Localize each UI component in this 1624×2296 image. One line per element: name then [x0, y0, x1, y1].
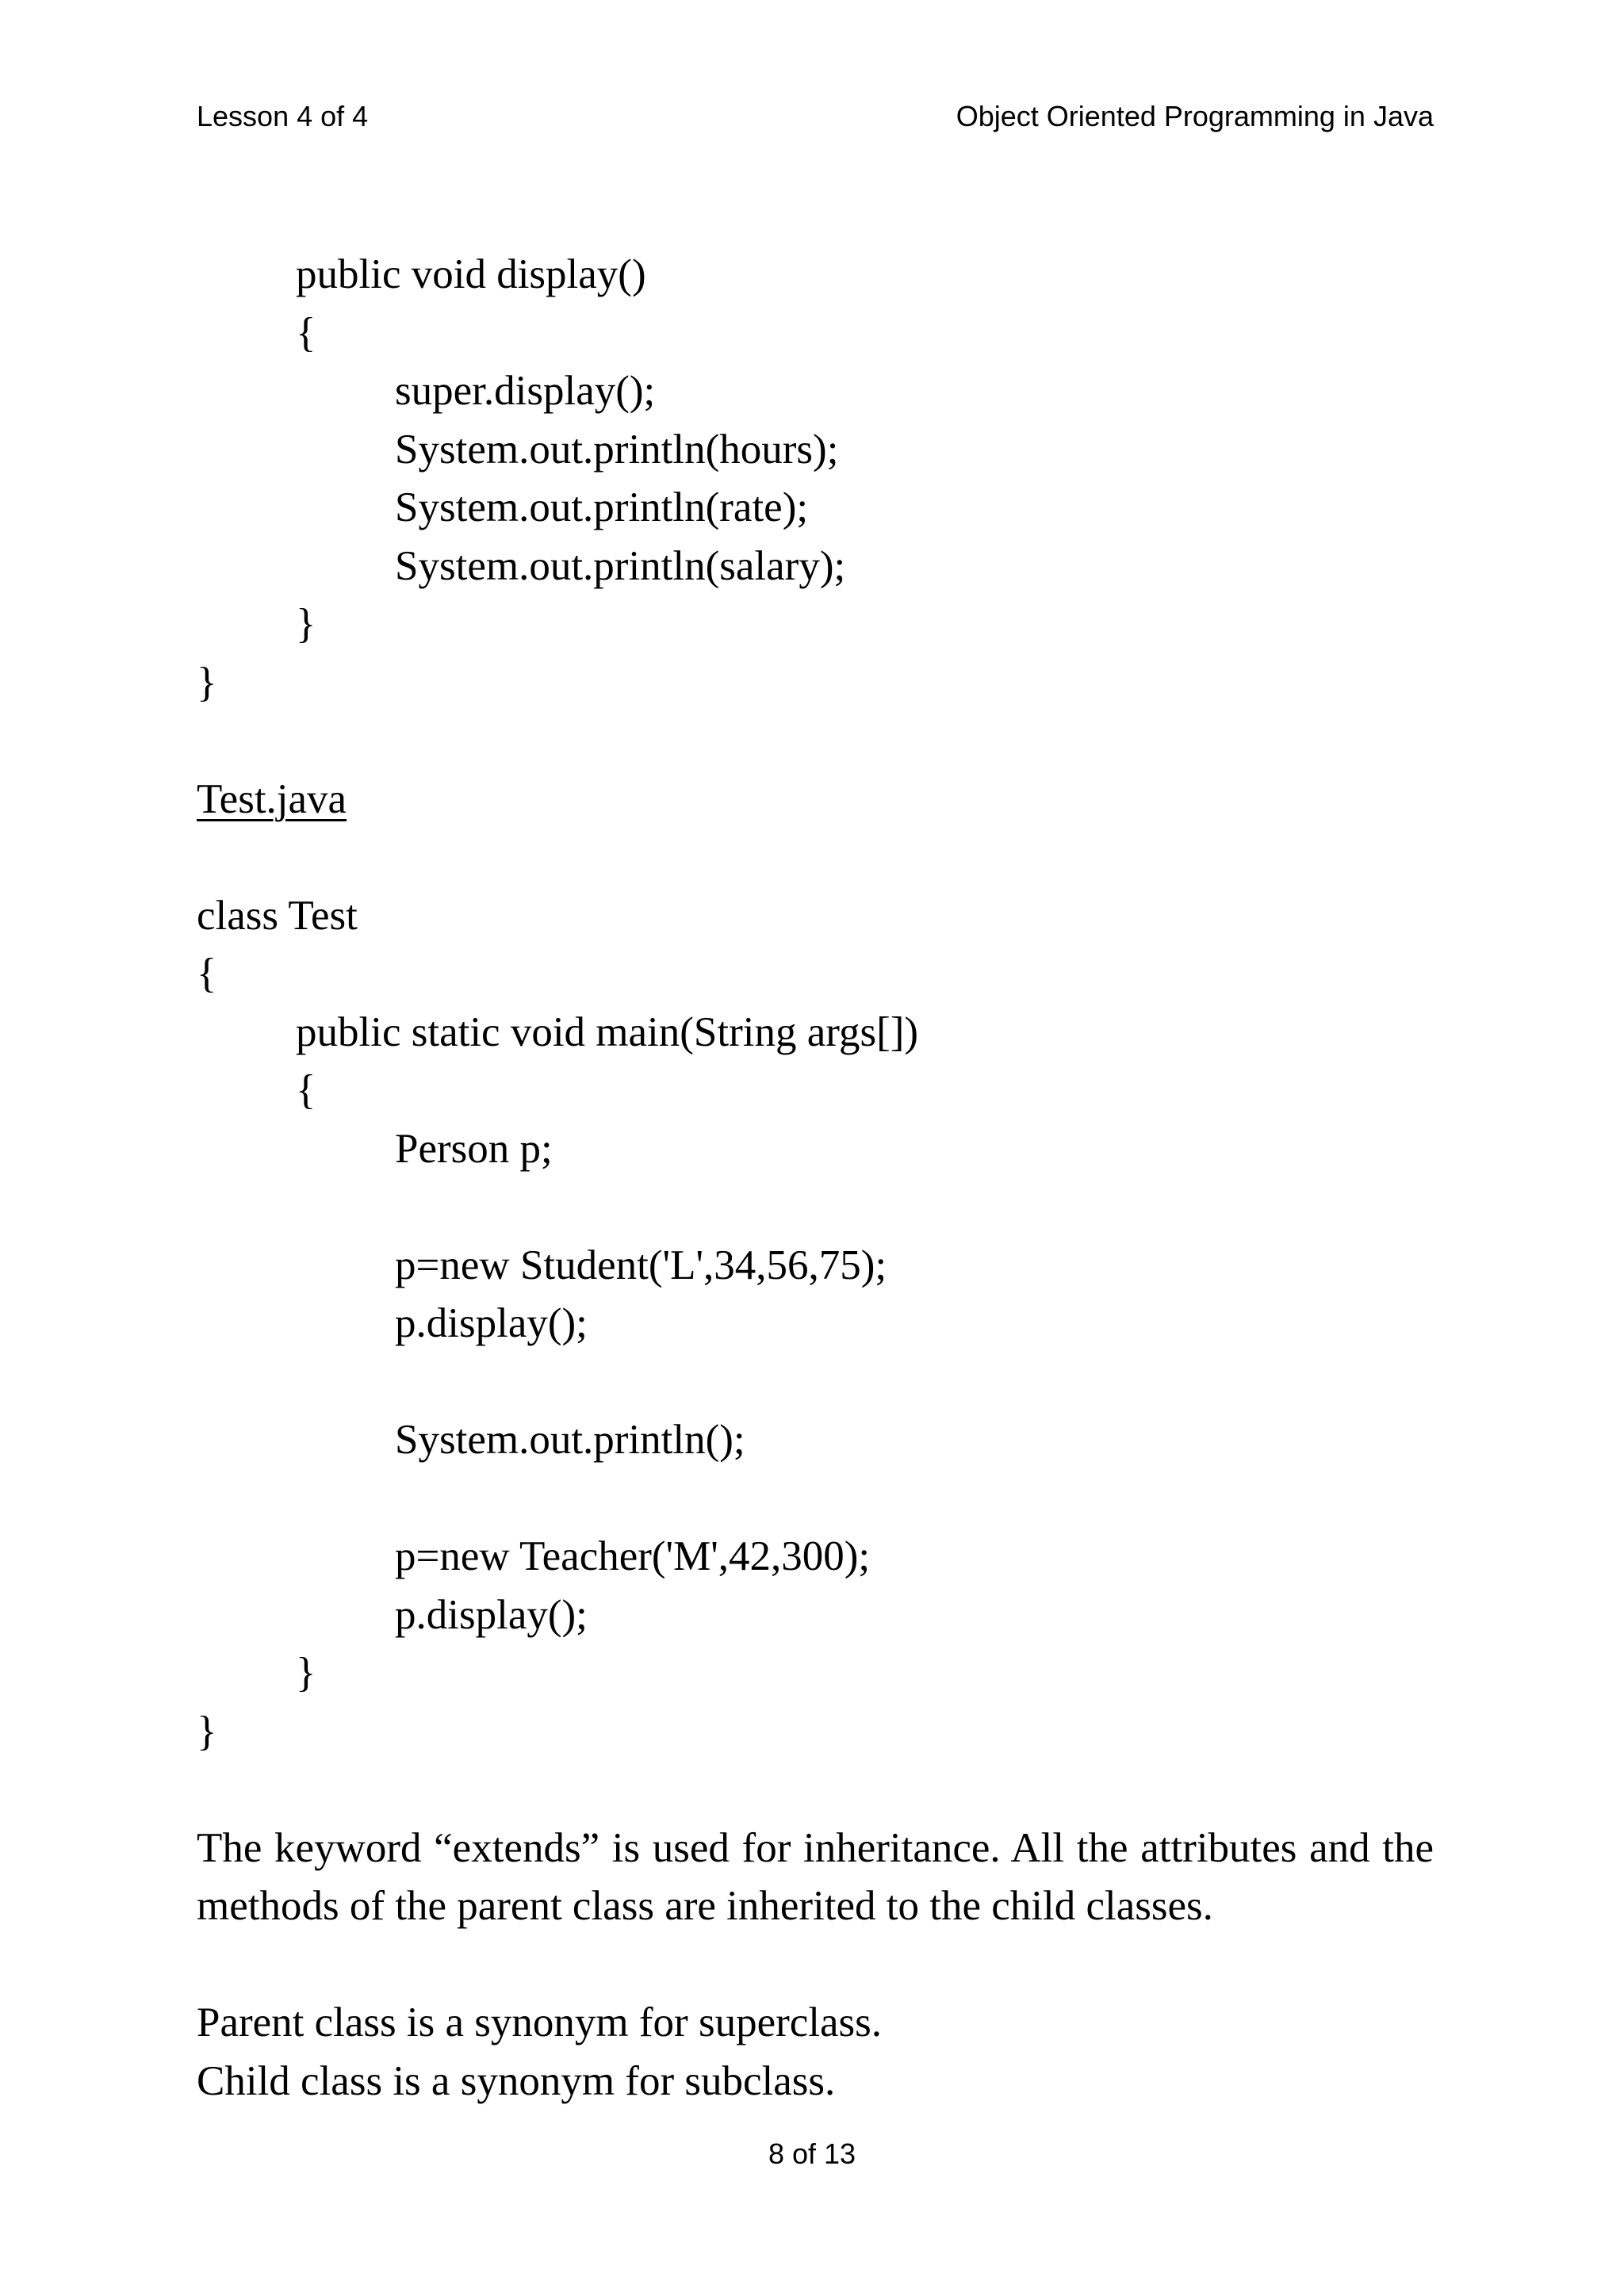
code-line: Person p;: [395, 1125, 553, 1172]
code-line: System.out.println(hours);: [395, 426, 839, 473]
running-header: [197, 97, 1434, 136]
code-line: public void display(): [296, 251, 646, 297]
code-line: {: [296, 309, 316, 356]
code-block-test-class: [197, 887, 1434, 1762]
code-line: p=new Student('L',34,56,75);: [395, 1242, 887, 1288]
inheritance-paragraph: The keyword “extends” is used for inheritance. All the attributes and the methods of the parent class are inherited to the child classes.: [197, 1824, 1434, 1929]
code-line: [197, 1178, 1434, 1237]
code-line: {: [197, 951, 217, 997]
blank-line: [197, 712, 1434, 771]
page-number: 8 of 13: [768, 2137, 856, 2170]
file-title-line: [197, 771, 1434, 829]
code-line: [197, 1470, 1434, 1529]
blank-line: [197, 1761, 1434, 1820]
code-line: }: [197, 1708, 217, 1755]
synonym-child-line: Child class is a synonym for subclass.: [197, 2057, 836, 2104]
code-line: }: [197, 659, 217, 706]
code-line: p.display();: [395, 1591, 588, 1638]
code-line: System.out.println();: [395, 1417, 745, 1463]
code-line: }: [296, 1650, 316, 1696]
blank-line: [197, 1936, 1434, 1995]
synonym-parent-line: Parent class is a synonym for superclass.: [197, 1999, 883, 2045]
course-title: Object Oriented Programming in Java: [956, 100, 1434, 132]
code-line: System.out.println(salary);: [395, 542, 846, 589]
lesson-label: Lesson 4 of 4: [197, 100, 369, 132]
code-line: [197, 1353, 1434, 1412]
code-line: {: [296, 1067, 316, 1113]
code-line: super.display();: [395, 368, 656, 414]
code-line: class Test: [197, 892, 358, 939]
code-line: p=new Teacher('M',42,300);: [395, 1533, 871, 1579]
blank-line: [197, 828, 1434, 887]
code-block-display-method: [197, 246, 1434, 712]
code-line: public static void main(String args[]): [296, 1008, 919, 1055]
code-line: }: [296, 601, 316, 647]
file-title: Test.java: [197, 775, 347, 822]
page-content: [197, 246, 1434, 2110]
code-line: p.display();: [395, 1300, 588, 1346]
code-line: System.out.println(rate);: [395, 484, 809, 530]
